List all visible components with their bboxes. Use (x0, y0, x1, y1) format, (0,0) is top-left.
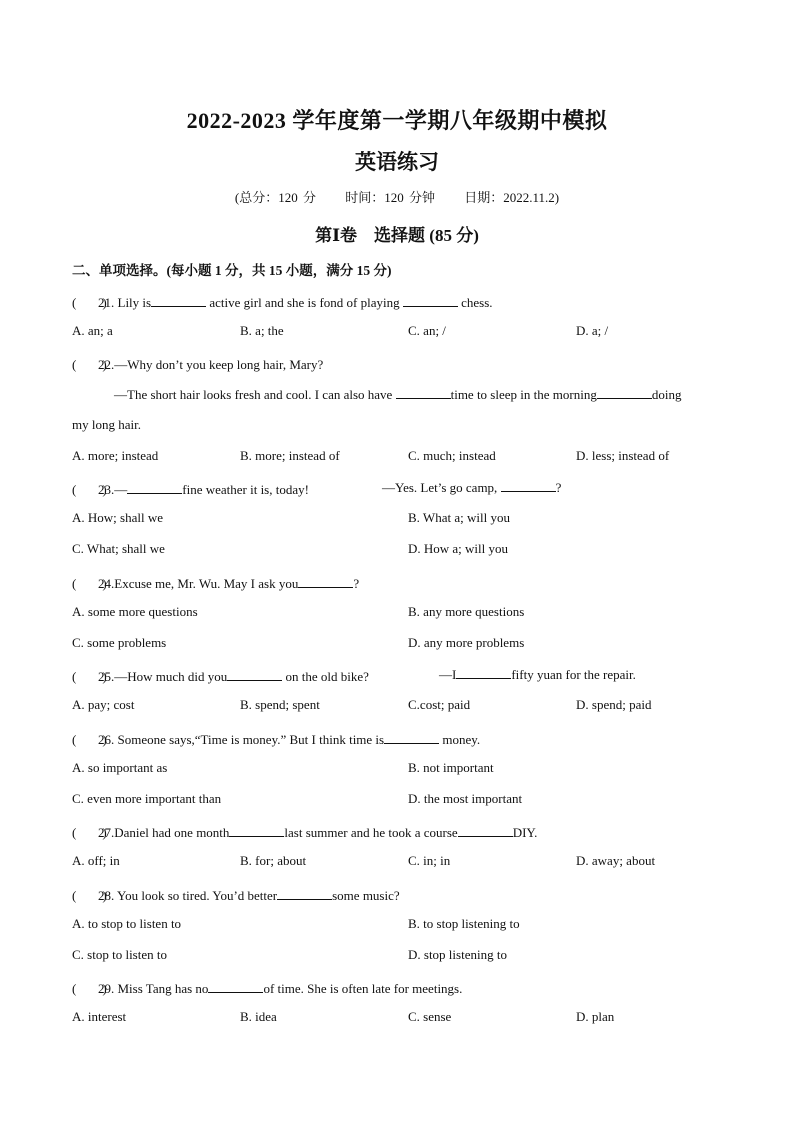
option-b: B. not important (408, 760, 494, 775)
stem-text: —Yes. Let’s go camp, (382, 480, 501, 495)
question-22-stem (72, 354, 323, 373)
blank (458, 824, 513, 837)
option-b: B. for; about (240, 853, 307, 868)
question-27-stem (72, 822, 537, 841)
option-d: D. stop listening to (408, 947, 507, 962)
answer-paren: ( ) (72, 888, 107, 903)
question-25-stem (72, 666, 369, 685)
option-b: B. spend; spent (240, 697, 320, 712)
blank (277, 887, 332, 900)
stem-text: 26. Someone says,“Time is money.” But I think time is (98, 732, 385, 747)
exam-title: 2022-2023 学年度第一学期八年级期中模拟 (186, 108, 608, 133)
stem-text: DIY. (512, 825, 538, 840)
exam-time: 时间：120 分钟 (345, 190, 435, 205)
stem-text: 25.—How much did you (98, 669, 228, 684)
option-a: A. off; in (72, 853, 120, 868)
stem-text: 28. You look so tired. You’d better (98, 888, 278, 903)
option-b: B. What a; will you (408, 510, 510, 525)
question-28-stem (72, 885, 400, 904)
option-c: C. some problems (72, 635, 167, 650)
answer-paren: ( ) (72, 576, 107, 591)
blank (151, 294, 206, 307)
exam-date: 日期：2022.11.2) (464, 190, 560, 205)
stem-text: 23.— (98, 482, 128, 497)
option-a: A. some more questions (72, 604, 198, 619)
stem-text: doing (651, 387, 682, 402)
stem-text: chess. (457, 295, 493, 310)
option-b: B. to stop listening to (408, 916, 520, 931)
question-23-reply (382, 479, 561, 496)
option-c: C. an; / (408, 323, 446, 338)
option-c: C. stop to listen to (72, 947, 167, 962)
question-29-stem (72, 978, 462, 997)
stem-text: 29. Miss Tang has no (98, 981, 209, 996)
option-d: D. any more problems (408, 635, 525, 650)
option-d: D. a; / (576, 323, 609, 338)
option-c: C.cost; paid (408, 697, 471, 712)
stem-text: fine weather it is, today! (182, 482, 309, 497)
question-22-reply (114, 386, 681, 403)
blank (396, 386, 451, 399)
question-22-continued: my long hair. (72, 417, 141, 432)
question-26-stem (72, 729, 480, 748)
option-c: C. sense (408, 1009, 452, 1024)
option-d: D. How a; will you (408, 541, 509, 556)
option-b: B. idea (240, 1009, 277, 1024)
part-title: 第Ⅰ卷 选择题 (85 分) (315, 226, 479, 245)
stem-text: 22.—Why don’t you keep long hair, Mary? (98, 357, 324, 372)
blank (208, 980, 263, 993)
option-a: A. interest (72, 1009, 127, 1024)
stem-text: on the old bike? (282, 669, 369, 684)
blank (227, 668, 282, 681)
answer-paren: ( ) (72, 732, 107, 747)
question-24-stem (72, 573, 359, 592)
answer-paren: ( ) (72, 825, 107, 840)
exam-subtitle: 英语练习 (355, 150, 439, 174)
blank (597, 386, 652, 399)
stem-text: some music? (332, 888, 400, 903)
option-a: A. more; instead (72, 448, 159, 463)
exam-meta (0, 187, 794, 206)
option-a: A. an; a (72, 323, 113, 338)
option-d: D. less; instead of (576, 448, 670, 463)
option-a: A. so important as (72, 760, 168, 775)
blank (229, 824, 284, 837)
blank (501, 479, 556, 492)
answer-paren: ( ) (72, 295, 107, 310)
option-c: C. even more important than (72, 791, 222, 806)
option-c: C. much; instead (408, 448, 496, 463)
stem-text: money. (439, 732, 481, 747)
stem-text: active girl and she is fond of playing (206, 295, 403, 310)
answer-paren: ( ) (72, 981, 107, 996)
option-b: B. any more questions (408, 604, 525, 619)
total-score: (总分：120 分 (234, 190, 316, 205)
question-23-stem (72, 479, 309, 498)
stem-text: ? (555, 480, 562, 495)
option-d: D. plan (576, 1009, 615, 1024)
option-d: D. spend; paid (576, 697, 652, 712)
blank (127, 481, 182, 494)
stem-text: 24.Excuse me, Mr. Wu. May I ask you (98, 576, 299, 591)
stem-text: ? (353, 576, 360, 591)
stem-text: 27.Daniel had one month (98, 825, 230, 840)
blank (456, 666, 511, 679)
option-b: B. a; the (240, 323, 284, 338)
stem-text: last summer and he took a course (284, 825, 458, 840)
stem-text: of time. She is often late for meetings. (263, 981, 463, 996)
stem-text: 21. Lily is (98, 295, 152, 310)
option-a: A. pay; cost (72, 697, 135, 712)
stem-text: fifty yuan for the repair. (511, 667, 636, 682)
option-a: A. How; shall we (72, 510, 163, 525)
blank (403, 294, 458, 307)
answer-paren: ( ) (72, 669, 107, 684)
answer-paren: ( ) (72, 482, 107, 497)
question-21-stem (72, 292, 493, 311)
option-c: C. What; shall we (72, 541, 165, 556)
option-d: D. the most important (408, 791, 523, 806)
option-d: D. away; about (576, 853, 656, 868)
stem-text: —I (439, 667, 457, 682)
stem-text: —The short hair looks fresh and cool. I can also have (114, 387, 396, 402)
blank (384, 731, 439, 744)
stem-text: time to sleep in the morning (450, 387, 597, 402)
answer-paren: ( ) (72, 357, 107, 372)
blank (298, 575, 353, 588)
option-c: C. in; in (408, 853, 451, 868)
section-title: 二、单项选择。(每小题 1 分，共 15 小题，满分 15 分) (72, 263, 392, 278)
option-a: A. to stop to listen to (72, 916, 182, 931)
option-b: B. more; instead of (240, 448, 340, 463)
question-25-reply (439, 666, 636, 683)
